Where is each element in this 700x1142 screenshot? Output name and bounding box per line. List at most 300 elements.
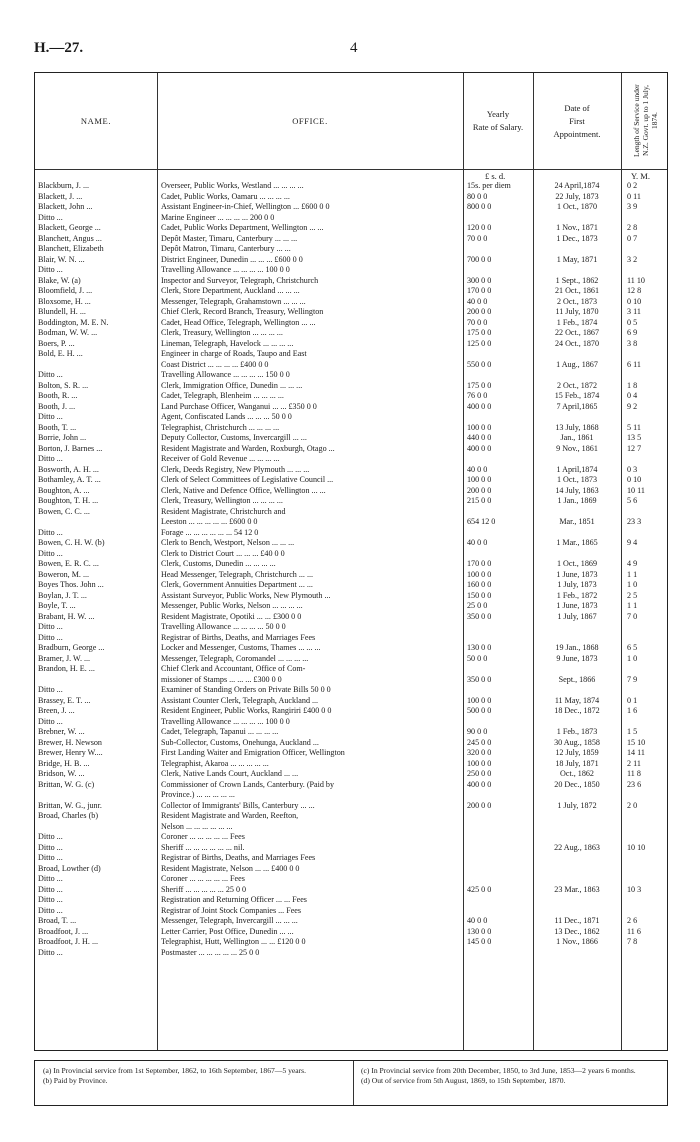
name-cell: Booth, J. ... [38, 401, 76, 411]
table-row [35, 549, 669, 560]
table-row [35, 948, 669, 959]
service-length-cell: 23 3 [627, 517, 642, 526]
service-length-cell [621, 717, 669, 728]
service-length-cell: 3 11 [627, 307, 641, 316]
salary-cell: 200 0 0 [467, 800, 492, 810]
salary-cell [463, 454, 533, 465]
service-length-cell: 3 9 [627, 202, 638, 211]
office-cell: Head Messenger, Telegraph, Christchurch ... ... [161, 569, 314, 579]
appointment-date-cell: 1 Jan., 1869 [557, 496, 597, 505]
appointment-date-cell [533, 717, 621, 728]
appointment-date-cell [533, 853, 621, 864]
name-cell: Broadfoot, J. H. ... [38, 937, 99, 946]
service-length-cell: 1 8 [627, 380, 638, 390]
table-row [35, 612, 669, 623]
office-cell: Clerk to District Court ... ... ... £40 0 0 [161, 548, 285, 558]
name-cell: Boddington, M. E. N. [38, 317, 109, 327]
table-row [35, 538, 669, 549]
service-length-cell [621, 790, 669, 801]
table-row [35, 412, 669, 423]
name-cell: Ditto ... [38, 832, 63, 841]
appointment-date-cell: 13 July, 1868 [555, 422, 599, 432]
appointment-date-cell [533, 454, 621, 465]
name-cell: Blair, W. N. ... [38, 254, 85, 264]
appointment-date-cell: 1 April,1874 [556, 464, 598, 474]
name-cell: Bradburn, George ... [38, 643, 105, 652]
appointment-date-cell: 1 Oct., 1870 [556, 202, 597, 211]
table-row [35, 916, 669, 927]
office-cell: Nelson ... ... ... ... ... ... [161, 821, 233, 831]
appointment-date-cell: 7 April,1865 [556, 401, 598, 411]
service-length-cell [621, 244, 669, 255]
office-cell: missioner of Stamps ... ... ... £300 0 0 [161, 674, 282, 684]
office-cell: Registrar of Joint Stock Companies ... Fees [161, 905, 302, 915]
service-length-cell [621, 895, 669, 906]
salary-cell: 320 0 0 [467, 748, 492, 757]
table-row [35, 570, 669, 581]
appointment-date-cell: 23 Mar., 1863 [554, 884, 600, 894]
service-length-cell: 6 5 [627, 643, 638, 652]
name-cell: Boyle, T. ... [38, 601, 76, 610]
name-cell: Boers, P. ... [38, 338, 75, 348]
salary-cell: 130 0 0 [467, 926, 492, 936]
appointment-date-cell [533, 244, 621, 255]
name-cell: Broad, Lowther (d) [38, 863, 101, 873]
office-cell: Overseer, Public Works, Westland ... ... ... ... [161, 181, 304, 190]
appointment-date-cell [533, 822, 621, 833]
table-row [35, 864, 669, 875]
appointment-date-cell: 11 May, 1874 [554, 695, 600, 705]
name-cell: Ditto ... [38, 412, 63, 421]
salary-cell [463, 843, 533, 854]
salary-cell [463, 864, 533, 875]
name-cell: Boyes Thos. John ... [38, 580, 104, 589]
salary-header-line: Yearly [486, 109, 510, 119]
service-length-cell [621, 622, 669, 633]
appointment-date-cell: 1 May, 1871 [556, 254, 598, 264]
table-row [35, 507, 669, 518]
service-length-cell: 7 8 [627, 937, 638, 946]
salary-cell: 550 0 0 [467, 359, 492, 369]
name-cell: Ditto ... [38, 265, 63, 274]
appointment-date-cell: 1 July, 1872 [557, 800, 597, 810]
service-length-cell [621, 906, 669, 917]
salary-cell: 150 0 0 [467, 590, 492, 600]
office-cell: Messenger, Public Works, Nelson ... ... ... ... [161, 601, 303, 610]
office-cell: Resident Magistrate, Opotiki ... ... £300 0 0 [161, 611, 302, 621]
appointment-date-cell [533, 948, 621, 959]
name-cell: Bold, E. H. ... [38, 349, 83, 358]
office-cell: Sheriff ... ... ... ... ... 25 0 0 [161, 884, 247, 894]
name-cell: Bolton, S. R. ... [38, 380, 89, 390]
salary-cell [463, 948, 533, 959]
service-length-cell [621, 685, 669, 696]
service-length-cell: 0 4 [627, 391, 638, 400]
table-row [35, 580, 669, 591]
salary-cell: 100 0 0 [467, 422, 492, 432]
salary-cell [463, 412, 533, 423]
salary-cell [463, 906, 533, 917]
salary-cell: 40 0 0 [467, 296, 488, 306]
service-length-cell [621, 633, 669, 644]
service-length-cell: 14 11 [627, 748, 645, 757]
table-row [35, 759, 669, 770]
office-cell: Letter Carrier, Post Office, Dunedin ... ... [161, 926, 294, 936]
table-row [35, 402, 669, 413]
salary-cell: 170 0 0 [467, 286, 492, 295]
office-cell: Cadet, Public Works, Oamaru ... ... ... ... [161, 191, 290, 201]
office-cell: Telegraphist, Christchurch ... ... ... ... [161, 422, 280, 432]
name-cell [35, 517, 157, 528]
table-row [35, 811, 669, 822]
office-cell: Assistant Engineer-in-Chief, Wellington ... £600 0 0 [161, 202, 330, 211]
office-cell: Collector of Immigrants' Bills, Canterbury ... ... [161, 800, 315, 810]
name-cell: Ditto ... [38, 212, 63, 222]
office-cell: Chief Clerk, Record Branch, Treasury, Wellington [161, 307, 324, 316]
appointment-date-cell: 13 Dec., 1862 [554, 926, 600, 936]
salary-cell: 300 0 0 [467, 275, 492, 285]
name-cell: Bloomfield, J. ... [38, 286, 93, 295]
service-length-cell: 13 5 [627, 433, 642, 442]
appointment-date-cell: Oct., 1862 [560, 769, 594, 778]
page-header [30, 40, 670, 60]
salary-cell [463, 633, 533, 644]
table-row [35, 360, 669, 371]
salary-cell [463, 664, 533, 675]
table-row [35, 738, 669, 749]
appointment-date-cell: 1 June, 1873 [556, 569, 598, 579]
office-cell: Assistant Counter Clerk, Telegraph, Auckland ... [161, 695, 319, 705]
name-cell: Brandon, H. E. ... [38, 664, 95, 673]
service-length-cell: 0 1 [627, 695, 638, 705]
office-cell: Marine Engineer ... ... ... ... 200 0 0 [161, 212, 275, 222]
salary-cell: 160 0 0 [467, 580, 492, 589]
appointment-date-cell: 9 Nov., 1861 [556, 443, 598, 453]
service-length-cell [621, 664, 669, 675]
table-row [35, 370, 669, 381]
appointment-date-cell: Sept., 1866 [558, 674, 596, 684]
salary-cell: 15s. per diem [467, 181, 511, 190]
appointment-date-cell [533, 864, 621, 875]
service-length-cell [621, 528, 669, 539]
table-row [35, 223, 669, 234]
office-cell: Messenger, Telegraph, Invercargill ... ... ... [161, 916, 298, 925]
table-row [35, 790, 669, 801]
salary-cell: 175 0 0 [467, 328, 492, 337]
salary-cell: 70 0 0 [467, 317, 488, 327]
name-cell: Breen, J. ... [38, 706, 75, 715]
footnote-a: (a) In Provincial service from 1st September, 1862, to 16th September, 1867—5 years. [43, 1066, 306, 1075]
service-length-cell: 1 0 [627, 580, 638, 589]
salary-cell [463, 622, 533, 633]
salary-cell: 40 0 0 [467, 916, 488, 925]
service-length-cell: 0 3 [627, 464, 638, 474]
column-header-salary [463, 73, 533, 169]
table-row [35, 318, 669, 329]
name-cell: Bowen, E. R. C. ... [38, 559, 99, 568]
appointment-date-cell [533, 370, 621, 381]
table-row [35, 780, 669, 791]
salary-cell [463, 717, 533, 728]
salary-cell [463, 549, 533, 560]
office-cell: First Landing Waiter and Emigration Officer, Wellington [161, 748, 345, 757]
name-cell: Bloxsome, H. ... [38, 296, 91, 306]
appointment-date-cell: Jan., 1861 [560, 433, 594, 442]
salary-cell: 120 0 0 [467, 223, 492, 232]
office-cell: Clerk, Deeds Registry, New Plymouth ... ... ... [161, 464, 310, 474]
column-header-name: NAME. [80, 115, 112, 126]
name-cell: Blundell, H. ... [38, 307, 86, 316]
name-cell: Booth, T. ... [38, 422, 77, 432]
table-row [35, 297, 669, 308]
name-cell: Ditto ... [38, 527, 63, 537]
table-row [35, 822, 669, 833]
salary-cell: 80 0 0 [467, 191, 488, 201]
service-length-cell [621, 507, 669, 518]
footnotes [34, 1060, 668, 1106]
name-cell: Ditto ... [38, 716, 63, 726]
salary-cell: 100 0 0 [467, 695, 492, 705]
service-length-cell: 10 3 [627, 884, 642, 894]
salary-cell: 440 0 0 [467, 433, 492, 442]
service-length-cell [621, 370, 669, 381]
office-cell: Clerk, Immigration Office, Dunedin ... ... ... [161, 380, 303, 390]
salary-cell: 76 0 0 [467, 391, 488, 400]
appointment-date-cell [533, 895, 621, 906]
service-length-cell: 2 0 [627, 800, 638, 810]
table-row [35, 654, 669, 665]
service-length-cell: 1 1 [627, 569, 638, 579]
salary-cell: 700 0 0 [467, 254, 492, 264]
appointment-date-cell [533, 349, 621, 360]
office-cell: Coast District ... ... ... ... £400 0 0 [161, 359, 269, 369]
footnote-b: (b) Paid by Province. [43, 1076, 108, 1085]
office-cell: Depôt Master, Timaru, Canterbury ... ... ... [161, 233, 298, 243]
office-cell: Clerk, Customs, Dunedin ... ... ... ... [161, 559, 276, 568]
table-row [35, 339, 669, 350]
appointment-date-cell [533, 906, 621, 917]
footnotes-left [43, 1066, 343, 1086]
appointment-date-cell [533, 874, 621, 885]
table-row [35, 454, 669, 465]
table-body [35, 181, 669, 958]
office-cell: Cadet, Telegraph, Blenheim ... ... ... ... [161, 391, 284, 400]
appointment-date-cell: 22 Oct., 1867 [554, 328, 600, 337]
page-number: 4 [350, 40, 358, 56]
service-length-cell: 1 1 [627, 601, 638, 610]
appointment-date-cell: 14 July, 1863 [555, 485, 599, 495]
salary-cell: 400 0 0 [467, 779, 492, 789]
table-row [35, 444, 669, 455]
office-cell: Travelling Allowance ... ... ... ... 100 0 0 [161, 265, 290, 274]
service-length-cell [621, 349, 669, 360]
salary-cell: 175 0 0 [467, 380, 492, 390]
date-header-line: Appointment. [553, 128, 601, 139]
name-cell: Brittan, W. G., junr. [38, 800, 102, 810]
name-cell: Ditto ... [38, 884, 63, 894]
table-row [35, 874, 669, 885]
salary-cell: 90 0 0 [467, 727, 488, 736]
salary-cell [463, 685, 533, 696]
name-cell: Brittan, W. G. (c) [38, 779, 95, 789]
office-cell: Clerk, Government Annuities Department ... ... [161, 580, 313, 589]
appointment-date-cell [533, 549, 621, 560]
service-length-cell [621, 454, 669, 465]
office-cell: Telegraphist, Akaroa ... ... ... ... ... [161, 758, 269, 768]
document-reference: H.—27. [34, 40, 84, 56]
table-row [35, 181, 669, 192]
service-length-cell: 4 9 [627, 559, 638, 568]
appointment-date-cell: 9 June, 1873 [556, 653, 598, 663]
salary-cell [463, 853, 533, 864]
office-cell: Clerk to Bench, Westport, Nelson ... ... ... [161, 538, 295, 547]
table-row [35, 601, 669, 612]
salary-cell: 40 0 0 [467, 538, 488, 547]
office-cell: Leeston ... ... ... ... ... £600 0 0 [161, 517, 258, 526]
office-cell: Postmaster ... ... ... ... ... 25 0 0 [161, 947, 260, 957]
service-length-cell [621, 412, 669, 423]
appointment-date-cell: 1 Dec., 1873 [556, 233, 598, 243]
name-cell: Bodman, W. W. ... [38, 328, 98, 337]
table-row [35, 234, 669, 245]
name-cell [35, 675, 157, 686]
table-row [35, 559, 669, 570]
name-cell: Ditto ... [38, 685, 63, 694]
name-cell [35, 790, 157, 801]
salary-cell: 145 0 0 [467, 937, 492, 946]
column-header-date [533, 73, 621, 169]
service-length-cell: 0 10 [627, 296, 642, 306]
office-cell: Clerk, Treasury, Wellington ... ... ... ... [161, 328, 283, 337]
appointment-date-cell: 20 Dec., 1850 [554, 779, 600, 789]
service-length-cell: 11 6 [627, 926, 641, 936]
name-cell: Broad, T. ... [38, 916, 77, 925]
table-row [35, 885, 669, 896]
name-cell: Blanchett, Elizabeth [38, 244, 104, 253]
service-length-cell [621, 213, 669, 224]
salary-cell: 25 0 0 [467, 601, 488, 610]
service-length-cell: 11 8 [627, 769, 641, 778]
office-cell: Commissioner of Crown Lands, Canterbury. (Paid by [161, 779, 335, 789]
office-cell: Resident Magistrate, Nelson ... ... £400 0 0 [161, 863, 300, 873]
table-row [35, 465, 669, 476]
name-cell: Brewer, H. Newson [38, 737, 102, 747]
name-cell: Boughton, T. H. ... [38, 496, 99, 505]
appointment-date-cell [533, 633, 621, 644]
office-cell: Messenger, Telegraph, Grahamstown ... ... ... [161, 296, 306, 306]
salary-cell [463, 832, 533, 843]
salary-units: £ s. d. [485, 171, 506, 181]
name-cell: Broad, Charles (b) [38, 811, 99, 820]
service-length-cell [621, 822, 669, 833]
appointment-date-cell [533, 528, 621, 539]
table-row [35, 381, 669, 392]
table-row [35, 496, 669, 507]
office-cell: Resident Magistrate, Christchurch and [161, 506, 286, 516]
table-row [35, 433, 669, 444]
salary-cell [463, 507, 533, 518]
appointment-date-cell: 22 Aug., 1863 [554, 842, 600, 852]
salary-cell [463, 528, 533, 539]
service-length-cell: 9 4 [627, 538, 638, 547]
office-cell: Receiver of Gold Revenue ... ... ... ... [161, 454, 280, 463]
appointment-date-cell: 1 July, 1867 [557, 611, 597, 621]
office-cell: Registrar of Births, Deaths, and Marriages Fees [161, 632, 316, 642]
office-cell: Locker and Messenger, Customs, Thames ... ... ... [161, 643, 321, 652]
service-length-cell: 7 0 [627, 611, 638, 621]
table-row [35, 927, 669, 938]
office-cell: Cadet, Public Works Department, Wellington ... ... [161, 223, 324, 232]
office-cell: Registrar of Births, Deaths, and Marriages Fees [161, 853, 316, 862]
service-length-cell: 10 10 [627, 842, 646, 852]
salary-cell: 40 0 0 [467, 464, 488, 474]
appointment-date-cell [533, 664, 621, 675]
office-cell: Resident Engineer, Public Works, Rangiriri £400 0 0 [161, 706, 332, 715]
table-row [35, 633, 669, 644]
table-row [35, 328, 669, 339]
table-row [35, 213, 669, 224]
name-cell: Bothamley, A. T. ... [38, 475, 101, 484]
service-length-cell: 11 10 [627, 275, 645, 285]
name-cell: Brewer, Henry W.... [38, 748, 103, 757]
office-cell: Clerk, Native and Defence Office, Wellington ... ... [161, 485, 326, 495]
office-cell: Examiner of Standing Orders on Private Bills 50 0 0 [161, 685, 331, 694]
salary-cell [463, 895, 533, 906]
office-cell: Province.) ... ... ... ... ... [161, 790, 235, 799]
service-length-cell: 10 11 [627, 485, 645, 495]
service-length-cell: 0 7 [627, 233, 638, 243]
table-row [35, 675, 669, 686]
appointment-date-cell: 12 July, 1859 [555, 748, 599, 757]
name-cell: Blackett, J. ... [38, 191, 83, 201]
appointment-date-cell: 11 Dec., 1871 [554, 916, 600, 925]
appointment-date-cell [533, 811, 621, 822]
service-length-cell: 2 5 [627, 590, 638, 600]
appointment-date-cell: 1 Oct., 1873 [556, 475, 597, 484]
appointment-date-cell: 1 Mar., 1865 [556, 538, 598, 547]
appointment-date-cell: Mar., 1851 [559, 517, 595, 526]
table-row [35, 843, 669, 854]
service-length-cell: 15 10 [627, 737, 646, 747]
table-row [35, 717, 669, 728]
office-cell: Deputy Collector, Customs, Invercargill ... ... [161, 433, 307, 442]
service-length-cell: 6 11 [627, 359, 641, 369]
office-cell: Lineman, Telegraph, Havelock ... ... ... ... [161, 338, 294, 348]
name-cell: Brebner, W. ... [38, 727, 85, 736]
salary-cell: 200 0 0 [467, 307, 492, 316]
appointment-date-cell [533, 213, 621, 224]
office-cell: Coroner ... ... ... ... ... Fees [161, 874, 245, 883]
service-length-cell: 2 8 [627, 223, 638, 232]
appointment-date-cell [533, 685, 621, 696]
service-length-cell: 2 6 [627, 916, 638, 925]
salary-cell [463, 349, 533, 360]
salary-cell: 100 0 0 [467, 569, 492, 579]
name-cell: Booth, R. ... [38, 391, 78, 400]
salary-cell [463, 370, 533, 381]
name-cell: Boweron, M. ... [38, 569, 90, 579]
service-header-text: Length of Service under N.Z. Govt. up to 1 July, 1874. [631, 84, 659, 158]
service-length-cell [621, 874, 669, 885]
service-length-cell: 12 8 [627, 286, 642, 295]
name-cell: Borton, J. Barnes ... [38, 443, 103, 453]
table-row [35, 696, 669, 707]
office-cell: Forage ... ... ... ... ... ... 54 12 0 [161, 527, 259, 537]
table-row [35, 486, 669, 497]
service-units: Y. M. [631, 171, 650, 181]
service-length-cell: 3 8 [627, 338, 638, 348]
table-row [35, 244, 669, 255]
